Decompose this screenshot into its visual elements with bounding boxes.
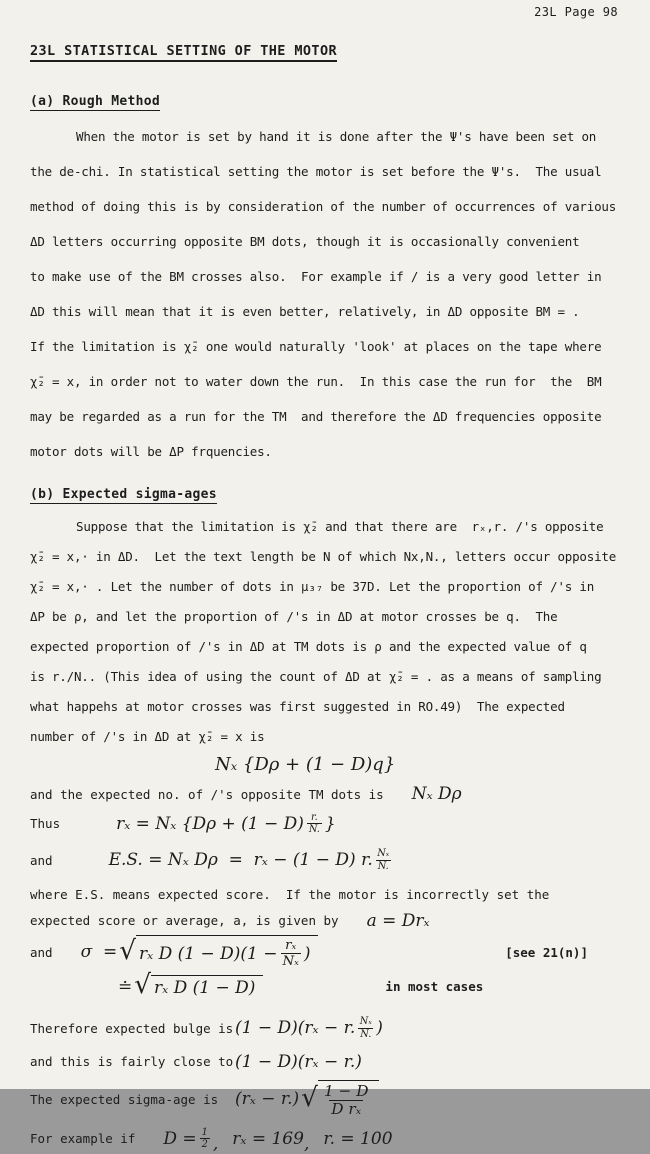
text-line: If the limitation is χ̄₂ one would naturally 'look' at places on the tape where xyxy=(30,339,602,354)
fraction-r-over-n xyxy=(307,812,322,835)
text-line: the de-chi. In statistical setting the motor is set before the Ψ's. The usual xyxy=(30,164,602,179)
sigma-age-pre: (rₓ − r.) xyxy=(235,1089,300,1110)
sigma-simple-radical xyxy=(134,970,263,1001)
radical-sign: √ xyxy=(134,970,152,1001)
text-line: ΔD this will mean that it is even better, relatively, in ΔD opposite BM = . xyxy=(30,304,580,319)
page-number: 23L Page 98 xyxy=(534,5,618,19)
text-line: number of /'s in ΔD at χ̄₂ = x is xyxy=(30,729,265,744)
see-reference: [see 21(n)] xyxy=(505,944,588,960)
text-line: ΔP be ρ, and let the proportion of /'s in ΔD at motor crosses be q. The xyxy=(30,609,558,624)
fraction-nx-over-n xyxy=(358,1016,373,1039)
text-line: to make use of the BM crosses also. For example if / is a very good letter in xyxy=(30,269,602,284)
sigma-age-label: The expected sigma-age is xyxy=(30,1091,219,1107)
formula-expected-count: Nₓ {Dρ + (1 − D)q} xyxy=(215,754,396,775)
average-formula: a = Drₓ xyxy=(366,910,430,931)
fraction-numerator: Nₓ xyxy=(359,1016,372,1028)
comma-separator: , xyxy=(303,1134,310,1154)
document-title: 23L STATISTICAL SETTING OF THE MOTOR xyxy=(30,43,337,62)
thus-formula-close: } xyxy=(324,813,336,834)
section-b-heading: (b) Expected sigma-ages xyxy=(30,487,217,502)
radical-sign: √ xyxy=(301,1082,318,1113)
tm-dots-text: and the expected no. of /'s opposite TM dots is xyxy=(30,786,384,802)
where-text: where E.S. means expected score. If the motor is incorrectly set the xyxy=(30,886,550,902)
comma-separator: , xyxy=(212,1134,219,1154)
text-line: χ̄₂ = x, in order not to water down the run. In this case the run for the BM xyxy=(30,374,602,389)
text-line: motor dots will be ΔP frquencies. xyxy=(30,444,272,459)
tm-dots-row xyxy=(30,784,622,804)
fairly-close-row xyxy=(30,1052,622,1072)
text-line: Suppose that the limitation is χ̄₂ and that there are rₓ,r. /'s opposite xyxy=(76,519,604,534)
text-line: expected proportion of /'s in ΔD at TM dots is ρ and the expected value of q xyxy=(30,639,587,654)
text-line: χ̄₂ = x,· in ΔD. Let the text length be N of which Nx,N., letters occur opposite xyxy=(30,549,617,564)
sigma-radical-expression xyxy=(119,935,318,970)
fraction-one-half xyxy=(200,1127,210,1150)
fraction-denominator: N. xyxy=(308,824,320,836)
fraction-1md-over-drx xyxy=(324,1083,369,1119)
sigma-age-row xyxy=(30,1080,622,1119)
example-label: For example if xyxy=(30,1131,136,1147)
example-d: D = xyxy=(163,1128,197,1149)
sigma-approx-row xyxy=(30,970,622,1001)
sigma-simple-radicand: rₓ D (1 − D) xyxy=(151,975,263,998)
example-r-dot: r. = 100 xyxy=(323,1128,393,1149)
expected-score-formula: E.S. = Nₓ Dρ = rₓ − (1 − D) r. xyxy=(108,850,373,871)
fraction-rx-over-nx xyxy=(281,938,301,970)
text-line: what happehs at motor crosses was first suggested in RO.49) The expected xyxy=(30,699,565,714)
text-line: may be regarded as a run for the TM and therefore the ΔD frequencies opposite xyxy=(30,409,602,424)
approx-sign: ≐ xyxy=(118,976,133,997)
fairly-close-label: and this is fairly close to xyxy=(30,1054,234,1070)
fairly-close-formula: (1 − D)(rₓ − r.) xyxy=(235,1051,362,1072)
bulge-row xyxy=(30,1016,622,1039)
section-b-paragraph xyxy=(30,512,622,752)
sigma-radicand-close: ) xyxy=(303,943,311,964)
fraction-denominator: N. xyxy=(377,860,389,872)
fraction-denominator: N. xyxy=(360,1028,372,1040)
sigma-lhs: σ = xyxy=(80,942,118,963)
bulge-formula-close: ) xyxy=(376,1018,383,1039)
example-rx: rₓ = 169 xyxy=(232,1128,304,1149)
fraction-numerator: 1 xyxy=(201,1126,208,1138)
fraction-nx-over-n xyxy=(376,848,391,871)
thus-row xyxy=(30,812,622,835)
expected-score-row xyxy=(30,848,622,871)
thus-formula-pre: rₓ = Nₓ {Dρ + (1 − D) xyxy=(116,813,304,834)
average-text: expected score or average, a, is given by xyxy=(30,913,339,929)
section-a-paragraph xyxy=(30,119,622,469)
formula-expected-count-row xyxy=(30,754,622,775)
thus-word: Thus xyxy=(30,816,61,832)
and-word: and xyxy=(30,852,53,868)
fraction-numerator: rₓ xyxy=(285,937,297,953)
tm-dots-formula: Nₓ Dρ xyxy=(411,784,462,804)
section-a-heading: (a) Rough Method xyxy=(30,94,161,109)
text-line: χ̄₂ = x,· . Let the number of dots in μ₃₇ be 37D. Let the proportion of /'s in xyxy=(30,579,595,594)
sigma-age-radical xyxy=(301,1080,379,1119)
fraction-numerator: r. xyxy=(311,812,318,823)
fraction-numerator: Nₓ xyxy=(377,848,390,860)
text-line: method of doing this is by consideration of the number of occurrences of various xyxy=(30,199,617,214)
radical-sign: √ xyxy=(119,935,137,966)
most-cases-text: in most cases xyxy=(385,979,484,995)
sigma-radicand: rₓ D (1 − D)(1 − xyxy=(139,943,278,964)
text-line: When the motor is set by hand it is done after the Ψ's have been set on xyxy=(76,129,597,144)
where-row xyxy=(30,887,622,902)
average-row xyxy=(30,911,622,931)
bulge-formula-pre: (1 − D)(rₓ − r. xyxy=(235,1018,356,1039)
fraction-denominator: 2 xyxy=(201,1139,208,1151)
and-word: and xyxy=(30,944,53,960)
bulge-label: Therefore expected bulge is xyxy=(30,1020,234,1036)
sigma-row xyxy=(30,935,622,970)
example-row xyxy=(30,1126,622,1154)
text-line: ΔD letters occurring opposite BM dots, though it is occasionally convenient xyxy=(30,234,580,249)
text-line: is r./N.. (This idea of using the count of ΔD at χ̄₂ = . as a means of sampling xyxy=(30,669,602,684)
fraction-numerator: 1 − D xyxy=(323,1081,369,1100)
fraction-denominator: D rₓ xyxy=(331,1100,362,1119)
fraction-denominator: Nₓ xyxy=(282,954,299,970)
